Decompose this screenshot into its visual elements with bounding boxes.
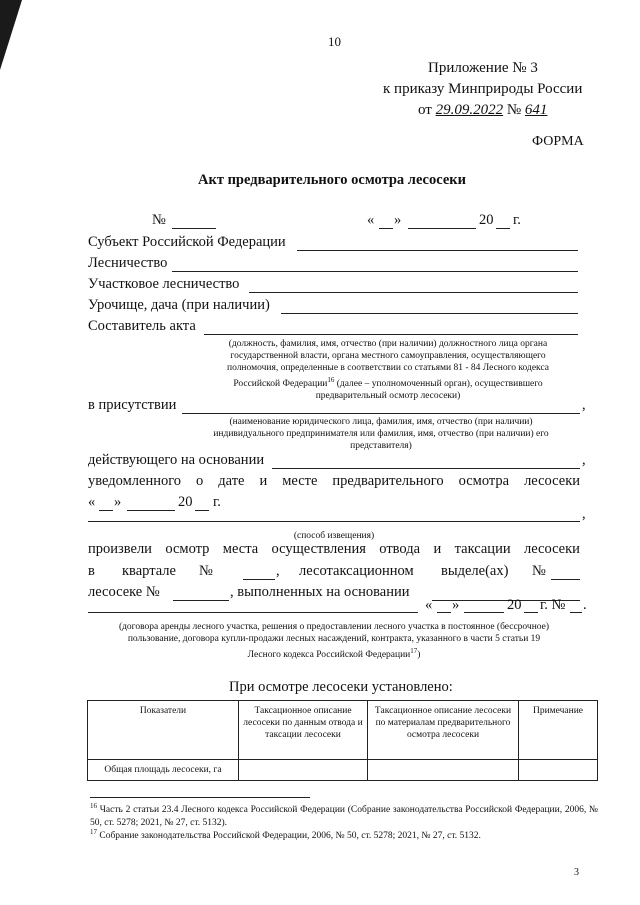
presence-blank <box>182 413 580 414</box>
contract-date-close: » <box>452 597 460 613</box>
date-month-blank <box>408 228 476 229</box>
contract-year: 20 <box>507 597 522 613</box>
presence-note: (наименование юридического лица, фамилия, имя, отчество (при наличии) индивидуального предпринимателя или фамилия, имя, отчество (при наличии) его представителя) <box>213 417 549 451</box>
date-year-suffix: г. <box>513 212 521 228</box>
contract-number-blank <box>570 612 582 613</box>
table-header-cell: Показатели <box>88 701 239 760</box>
footnote-divider <box>90 797 310 798</box>
footnote-17: $^{17}$ Собрание законодательства Российской Федерации, 2006, № 50, ст. 5278; 2021, № 27, ст. 5132. <box>90 828 481 842</box>
scan-corner-shadow <box>0 0 22 70</box>
from-prefix: от <box>418 102 432 118</box>
table-row <box>88 760 598 781</box>
acting-comma: , <box>582 452 586 468</box>
allotment-number-blank <box>551 579 580 580</box>
table-header-cell: Таксационное описание лесосеки по данным отвода и таксации лесосеки <box>239 701 368 760</box>
notified-day-blank <box>99 510 113 511</box>
table-header-cell: Примечание <box>519 701 598 760</box>
table-header-row <box>88 701 598 760</box>
notified-date-open: « <box>88 494 96 510</box>
inspection-quarter: квартале <box>122 563 176 579</box>
acting-blank <box>272 468 580 469</box>
table-cell <box>239 760 368 781</box>
footnote-ref-17: 17 <box>410 647 418 655</box>
table-cell: Общая площадь лесосеки, га <box>88 760 239 781</box>
date-year: 20 <box>479 212 494 228</box>
acting-label: действующего на основании <box>88 452 265 468</box>
contract-end: . <box>583 597 587 613</box>
contract-suffix: г. № <box>540 597 566 613</box>
table-cell <box>368 760 519 781</box>
notified-month-blank <box>127 510 175 511</box>
page-title: Акт предварительного осмотра лесосеки <box>198 172 466 188</box>
field-compiler-blank <box>204 334 578 335</box>
field-compiler-label: Составитель акта <box>88 318 196 334</box>
inspection-cutting-area-label: лесосеке № <box>88 584 160 600</box>
contract-date-open: « <box>425 597 433 613</box>
inspection-line1: произвели осмотр места осуществления отвода и таксации лесосеки <box>88 541 580 557</box>
bottom-page-mark: 3 <box>574 867 579 878</box>
field-subject-blank <box>297 250 578 251</box>
notified-year-blank <box>195 510 209 511</box>
cutting-area-number-blank <box>173 600 229 601</box>
field-tract-label: Урочище, дача (при наличии) <box>88 297 270 313</box>
appendix-title: Приложение № 3 <box>428 60 538 76</box>
contract-blank <box>88 612 418 613</box>
appendix-order: к приказу Минприроды России <box>383 81 583 97</box>
established-heading: При осмотре лесосеки установлено: <box>229 679 453 695</box>
order-date: 29.09.2022 <box>435 102 504 118</box>
contract-month-blank <box>464 612 504 613</box>
footnote-ref-16: 16 <box>327 376 335 384</box>
contract-note: (договора аренды лесного участка, решения о предоставлении лесного участка в постоянное (бессрочное) пользование, договора купли-продажи лесных насаждений, контракта, указанного в части 5 статьи 19 Лесного кодекса Российской Федерации$^{17}$) <box>118 622 550 661</box>
footnote-16: $^{16}$ Часть 2 статьи 23.4 Лесного кодекса Российской Федерации (Собрание законодательства Российской Федерации, 2006, № 50, ст. 5278; 2021, № 27, ст. 5132). <box>90 802 598 829</box>
date-open-quote: « <box>367 212 375 228</box>
number-prefix: № <box>506 102 522 118</box>
notified-date-close: » <box>114 494 122 510</box>
date-day-blank <box>379 228 393 229</box>
appendix-date-line <box>418 102 547 119</box>
quarter-number-blank <box>243 579 275 580</box>
field-district-forestry-label: Участковое лесничество <box>88 276 240 292</box>
inspection-in: в <box>88 563 95 579</box>
presence-comma: , <box>582 397 586 413</box>
forma-label: ФОРМА <box>532 134 584 149</box>
inspection-quarter-no: № <box>199 563 213 579</box>
notice-method-blank <box>88 521 580 522</box>
act-number-label: № <box>152 212 166 228</box>
inspection-allotment: лесотаксационном <box>299 563 414 579</box>
inspection-allotments: выделе(ах) <box>441 563 509 579</box>
date-year-blank <box>496 228 510 229</box>
field-forestry-label: Лесничество <box>88 255 168 271</box>
date-close-quote: » <box>394 212 402 228</box>
order-number: 641 <box>524 102 548 118</box>
page-number: 10 <box>328 34 341 49</box>
inspection-allotment-no: № <box>532 563 546 579</box>
field-subject-label: Субъект Российской Федерации <box>88 234 286 250</box>
table-header-cell: Таксационное описание лесосеки по материалам предварительного осмотра лесосеки <box>368 701 519 760</box>
notified-suffix: г. <box>213 494 221 510</box>
notified-line: уведомленного о дате и месте предварительного осмотра лесосеки <box>88 473 580 489</box>
notice-note: (способ извещения) <box>293 531 375 541</box>
notified-year: 20 <box>178 494 193 510</box>
contract-year-blank <box>524 612 538 613</box>
inspection-table <box>87 700 598 781</box>
notice-comma: , <box>582 506 586 522</box>
presence-label: в присутствии <box>88 397 177 413</box>
inspection-quarter-comma: , <box>276 563 280 579</box>
field-tract-blank <box>281 313 578 314</box>
compiler-note: (должность, фамилия, имя, отчество (при наличии) должностного лица органа государственной власти, органа местного самоуправления, осуществляющего полномочия, определенные в соответствии со статьями 81 - 84 Лесного кодекса Российской Федерации$^{16}$ (далее – уполномоченный орган), осуществившего предварительный осмотр лесосеки) <box>226 339 549 402</box>
field-forestry-blank <box>172 271 578 272</box>
act-number-blank <box>172 228 216 229</box>
contract-day-blank <box>437 612 451 613</box>
field-district-forestry-blank <box>249 292 578 293</box>
table-cell <box>519 760 598 781</box>
inspection-basis-label: , выполненных на основании <box>230 584 410 600</box>
